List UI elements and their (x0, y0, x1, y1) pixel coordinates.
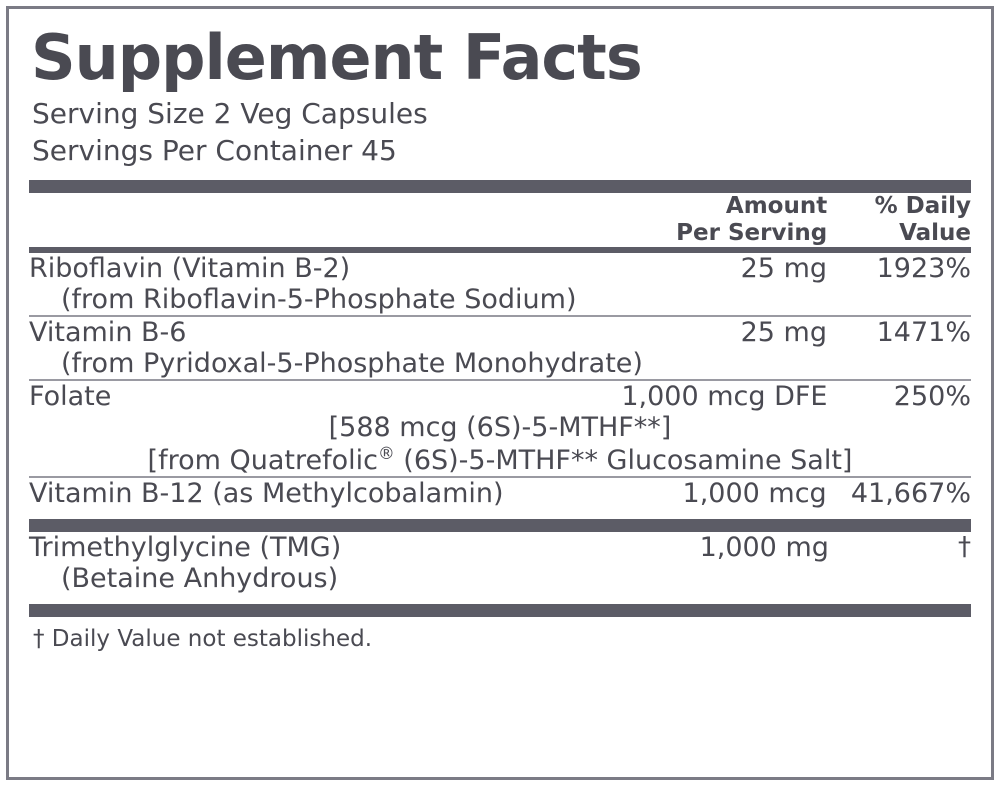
page-title: Supplement Facts (31, 21, 642, 94)
servings-per-container-text: Servings Per Container 45 (32, 134, 397, 168)
ingredient-amount: 1,000 mg (699, 532, 829, 564)
folate-source-pre: [from Quatrefolic (147, 445, 378, 477)
nutrient-name: Folate (29, 381, 112, 413)
nutrient-source-note (29, 348, 971, 379)
table-header-row (29, 193, 971, 247)
supplement-facts-panel (6, 6, 994, 780)
nutrition-table (29, 193, 971, 247)
table-row (29, 381, 971, 412)
table-row-subline (29, 348, 971, 379)
nutrient-row-b12-table (29, 478, 971, 509)
nutrient-row-riboflavin-table (29, 253, 971, 315)
nutrient-name: Vitamin B-12 (as Methylcobalamin) (29, 478, 504, 510)
nutrient-daily-value: 1471% (876, 317, 971, 349)
ingredient-source-text: (Betaine Anhydrous) (61, 563, 339, 595)
serving-size-text: Serving Size 2 Veg Capsules (32, 97, 428, 131)
header-dv-line1: % Daily (874, 193, 971, 219)
nutrient-source-text: (from Riboflavin-5-Phosphate Sodium) (61, 284, 577, 316)
folate-mthf-note: [588 mcg (6S)-5-MTHF**] (328, 412, 672, 444)
nutrient-amount: 1,000 mcg (682, 478, 827, 510)
table-row-subline (29, 412, 971, 443)
registered-trademark-icon: ® (377, 443, 395, 464)
folate-source-note (29, 443, 971, 476)
nutrient-daily-value: 1923% (876, 253, 971, 285)
ingredient-daily-value: † (958, 532, 971, 563)
footnote-daily-value: † Daily Value not established. (33, 626, 373, 653)
folate-source-post: (6S)-5-MTHF** Glucosamine Salt] (394, 445, 853, 477)
table-row (29, 478, 971, 509)
nutrient-source-text: (from Pyridoxal-5-Phosphate Monohydrate) (61, 348, 643, 380)
header-amount-line2: Per Serving (676, 220, 828, 247)
ingredient-source-note (29, 563, 971, 594)
table-row (29, 532, 971, 563)
nutrient-row-folate-table (29, 381, 971, 476)
nutrient-amount: 25 mg (740, 253, 828, 285)
table-row-subline (29, 284, 971, 315)
header-daily-value (827, 193, 971, 247)
divider-thick-bottom (29, 604, 971, 617)
nutrient-amount: 1,000 mcg DFE (621, 381, 828, 413)
nutrient-name: Vitamin B-6 (29, 317, 187, 349)
header-name-column (29, 193, 580, 247)
ingredient-name: Trimethylglycine (TMG) (29, 532, 342, 564)
nutrient-amount: 25 mg (740, 317, 827, 349)
header-amount-line1: Amount (725, 193, 828, 219)
nutrient-source-note (29, 284, 971, 315)
divider-thick-top (29, 180, 971, 193)
table-row-subline (29, 563, 971, 594)
nutrient-daily-value: 250% (893, 381, 971, 413)
nutrient-daily-value: 41,667% (850, 478, 971, 510)
header-dv-line2: Value (899, 220, 971, 247)
table-row-subline (29, 443, 971, 476)
table-row (29, 317, 971, 348)
nutrient-row-b6-table (29, 317, 971, 379)
nutrient-name: Riboflavin (Vitamin B-2) (29, 253, 351, 285)
other-ingredient-row-tmg-table (29, 532, 971, 594)
table-row (29, 253, 971, 284)
header-amount-per-serving (580, 193, 828, 247)
divider-thick-middle (29, 519, 971, 532)
